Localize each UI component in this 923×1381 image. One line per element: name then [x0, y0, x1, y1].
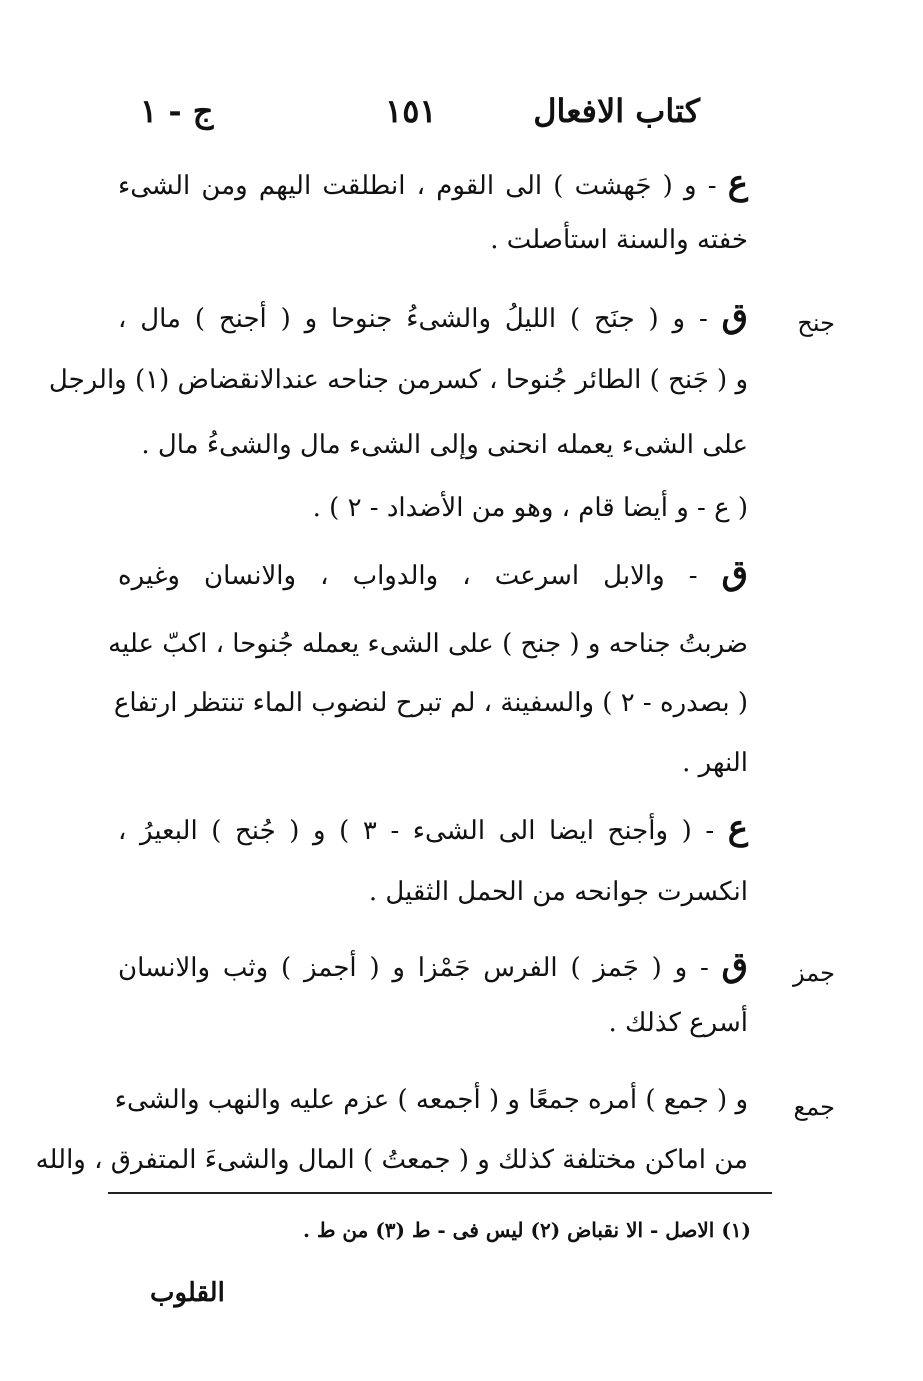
- part-label: ج - ١: [140, 92, 214, 130]
- margin-headword: جمز: [793, 959, 835, 987]
- line-text: من اماكن مختلفة كذلك و ( جمعتُ ) المال والشىءَ المتفرق ، والله: [35, 1145, 748, 1175]
- line-text: انكسرت جوانحه من الحمل الثقيل .: [368, 877, 748, 907]
- line-text: خفته والسنة استأصلت .: [490, 225, 748, 255]
- footnote: (١) الاصل - الا نقباض (٢) ليس فى - ط (٣) من ط .: [303, 1218, 751, 1242]
- margin-headword: جنح: [797, 309, 835, 337]
- text-line: [118, 945, 748, 985]
- entry-marker: ع: [727, 808, 749, 848]
- text-line: [118, 808, 748, 848]
- text-line: [118, 553, 748, 593]
- line-text: و ( جَنح ) الطائر جُنوحا ، كسرمن جناحه عندالانقضاض (١) والرجل: [48, 365, 748, 395]
- text-line: [173, 488, 748, 528]
- text-line: [108, 624, 748, 664]
- line-text: و ( جمع ) أمره جمعًا و ( أجمعه ) عزم عليه والنهب والشىء: [114, 1085, 748, 1115]
- page-number: ١٥١: [385, 92, 437, 130]
- line-text: - و ( جنَح ) الليلُ والشىءُ جنوحا و ( أجنح ) مال ،: [118, 304, 708, 334]
- text-line: [48, 360, 748, 400]
- line-text: النهر .: [682, 748, 748, 778]
- text-line: [118, 743, 748, 783]
- catchword: القلوب: [150, 1278, 225, 1308]
- text-line: [118, 220, 748, 260]
- entry-marker: ق: [721, 553, 748, 593]
- entry-marker: ق: [721, 296, 749, 336]
- page-header: [140, 92, 700, 140]
- text-line: [113, 683, 748, 723]
- margin-headword: جمع: [793, 1093, 835, 1121]
- line-text: - و ( جَهشت ) الى القوم ، انطلقت اليهم ومن الشىء: [118, 171, 717, 201]
- entry-marker: ع: [727, 163, 748, 203]
- line-text: ضربتُ جناحه و ( جنح ) على الشىء يعمله جُنوحا ، اكبّ عليه: [108, 629, 748, 659]
- line-text: - ( وأجنح ايضا الى الشىء - ٣ ) و ( جُنح ) البعيرُ ،: [118, 816, 715, 846]
- entry-marker: ق: [721, 945, 749, 985]
- line-text: أسرع كذلك .: [608, 1008, 748, 1038]
- book-title: كتاب الافعال: [533, 92, 700, 130]
- text-line: [118, 1003, 748, 1043]
- text-line: [118, 296, 748, 336]
- text-line: [118, 163, 748, 203]
- footnote-divider: [108, 1192, 772, 1194]
- text-line: [118, 425, 748, 465]
- text-line: [118, 872, 748, 912]
- line-text: على الشىء يعمله انحنى وإلى الشىء مال والشىءُ مال .: [141, 430, 748, 460]
- text-line: [114, 1080, 748, 1120]
- line-text: - و ( جَمز ) الفرس جَمْزا و ( أجمز ) وثب والانسان: [118, 953, 709, 983]
- line-text: - والابل اسرعت ، والدواب ، والانسان وغيره: [118, 561, 698, 591]
- line-text: ( ع - و أيضا قام ، وهو من الأضداد - ٢ ) .: [312, 493, 748, 523]
- line-text: ( بصدره - ٢ ) والسفينة ، لم تبرح لنضوب الماء تنتظر ارتفاع: [113, 688, 748, 718]
- text-line: [35, 1140, 748, 1180]
